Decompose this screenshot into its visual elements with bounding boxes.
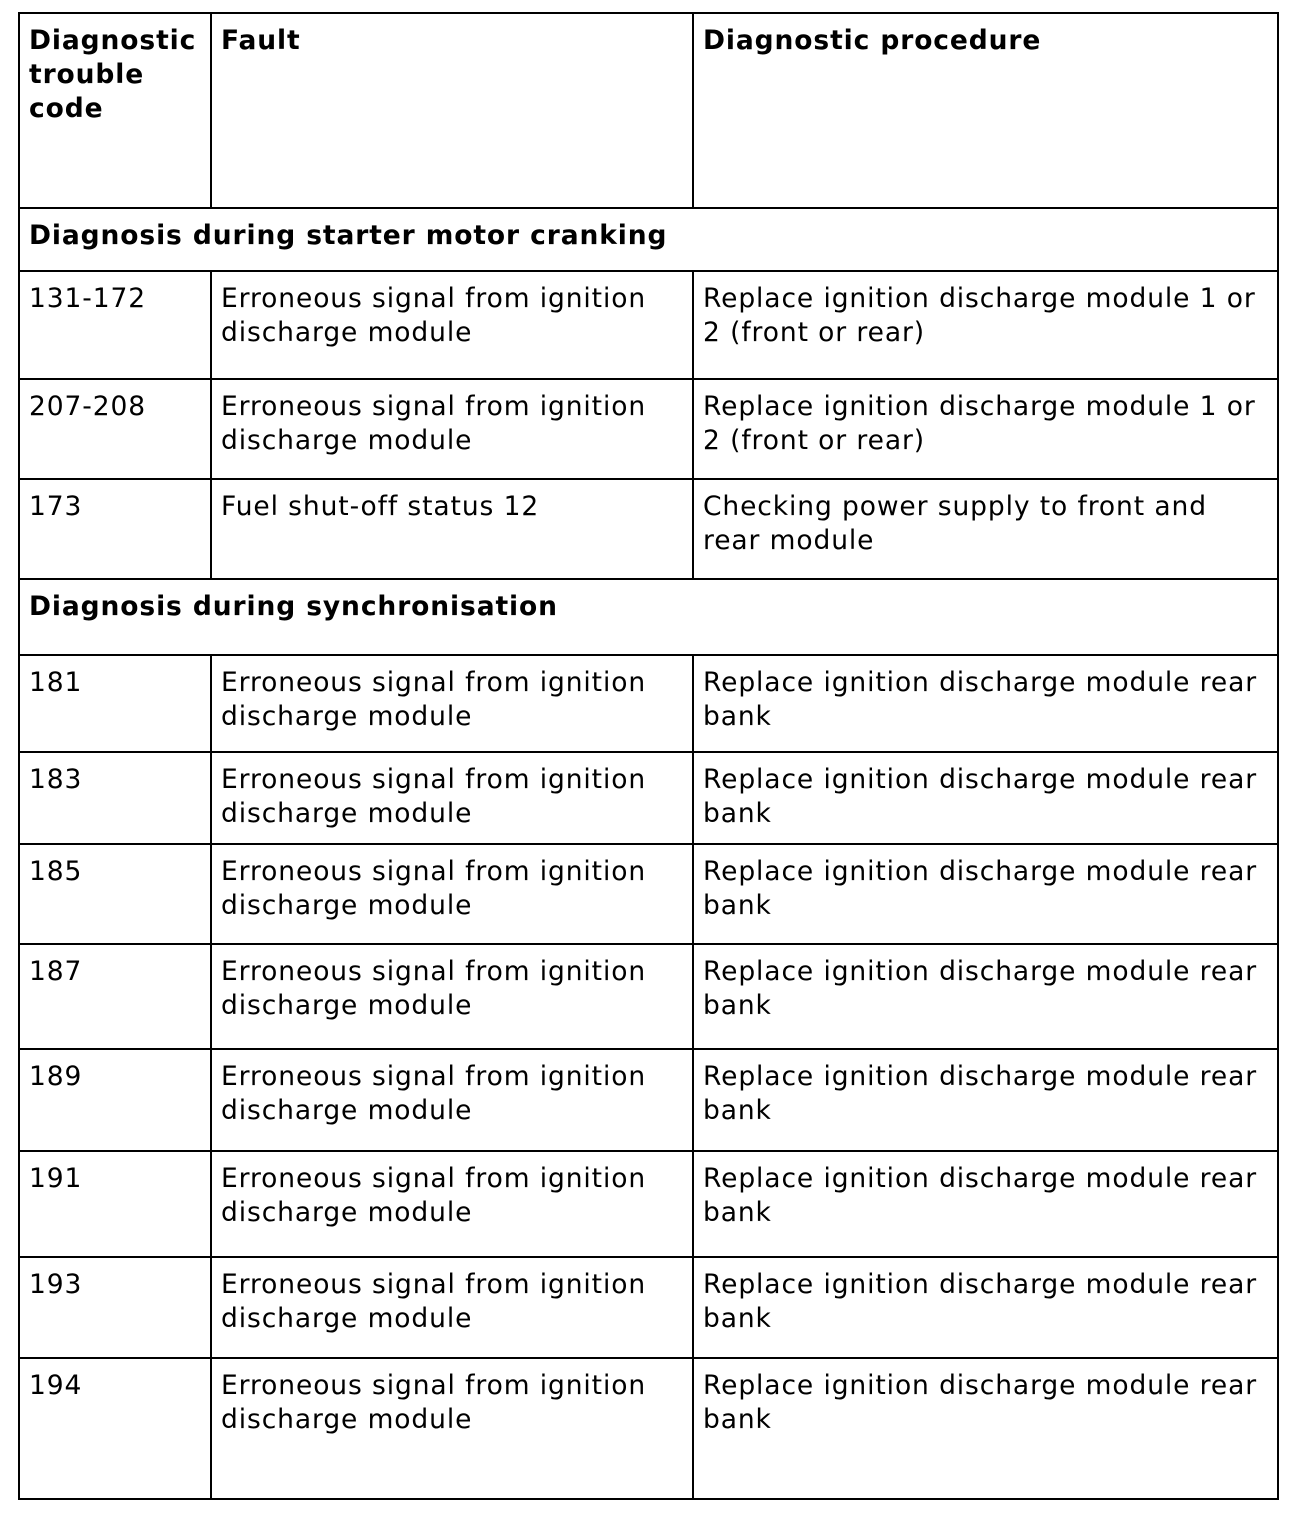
- procedure-cell: Replace ignition discharge module rear bank: [693, 944, 1278, 1049]
- table-row: [19, 1358, 1278, 1499]
- fault-cell: Erroneous signal from ignition discharge module: [211, 1257, 693, 1358]
- section-title: Diagnosis during starter motor cranking: [19, 208, 1278, 271]
- dtc-code: 185: [19, 844, 211, 944]
- procedure-cell: Replace ignition discharge module rear bank: [693, 752, 1278, 844]
- fault-cell: Erroneous signal from ignition discharge module: [211, 1049, 693, 1151]
- section-row: [19, 579, 1278, 655]
- dtc-code: 189: [19, 1049, 211, 1151]
- header-fault: Fault: [211, 13, 693, 208]
- fault-cell: Fuel shut-off status 12: [211, 479, 693, 579]
- table-row: [19, 944, 1278, 1049]
- fault-cell: Erroneous signal from ignition discharge module: [211, 844, 693, 944]
- section-row: [19, 208, 1278, 271]
- table-row: [19, 379, 1278, 479]
- fault-cell: Erroneous signal from ignition discharge module: [211, 752, 693, 844]
- procedure-cell: Replace ignition discharge module rear bank: [693, 655, 1278, 752]
- dtc-code: 183: [19, 752, 211, 844]
- dtc-code: 187: [19, 944, 211, 1049]
- dtc-code: 207-208: [19, 379, 211, 479]
- procedure-cell: Replace ignition discharge module rear bank: [693, 1358, 1278, 1499]
- header-code: Diagnostic trouble code: [19, 13, 211, 208]
- diagnostic-trouble-code-table: [18, 12, 1279, 1500]
- table-row: [19, 271, 1278, 379]
- header-row: [19, 13, 1278, 208]
- dtc-code: 181: [19, 655, 211, 752]
- procedure-cell: Checking power supply to front and rear module: [693, 479, 1278, 579]
- procedure-cell: Replace ignition discharge module rear bank: [693, 1049, 1278, 1151]
- dtc-code: 194: [19, 1358, 211, 1499]
- header-procedure: Diagnostic procedure: [693, 13, 1278, 208]
- table-row: [19, 479, 1278, 579]
- procedure-cell: Replace ignition discharge module rear bank: [693, 1151, 1278, 1257]
- procedure-cell: Replace ignition discharge module 1 or 2 (front or rear): [693, 379, 1278, 479]
- table-row: [19, 844, 1278, 944]
- table-row: [19, 1257, 1278, 1358]
- procedure-cell: Replace ignition discharge module rear bank: [693, 1257, 1278, 1358]
- dtc-code: 193: [19, 1257, 211, 1358]
- fault-cell: Erroneous signal from ignition discharge module: [211, 1358, 693, 1499]
- fault-cell: Erroneous signal from ignition discharge module: [211, 379, 693, 479]
- table-row: [19, 655, 1278, 752]
- dtc-code: 131-172: [19, 271, 211, 379]
- procedure-cell: Replace ignition discharge module 1 or 2 (front or rear): [693, 271, 1278, 379]
- table-row: [19, 1151, 1278, 1257]
- dtc-code: 173: [19, 479, 211, 579]
- fault-cell: Erroneous signal from ignition discharge module: [211, 271, 693, 379]
- section-title: Diagnosis during synchronisation: [19, 579, 1278, 655]
- dtc-code: 191: [19, 1151, 211, 1257]
- procedure-cell: Replace ignition discharge module rear bank: [693, 844, 1278, 944]
- table-row: [19, 1049, 1278, 1151]
- fault-cell: Erroneous signal from ignition discharge module: [211, 944, 693, 1049]
- fault-cell: Erroneous signal from ignition discharge module: [211, 655, 693, 752]
- table-row: [19, 752, 1278, 844]
- fault-cell: Erroneous signal from ignition discharge module: [211, 1151, 693, 1257]
